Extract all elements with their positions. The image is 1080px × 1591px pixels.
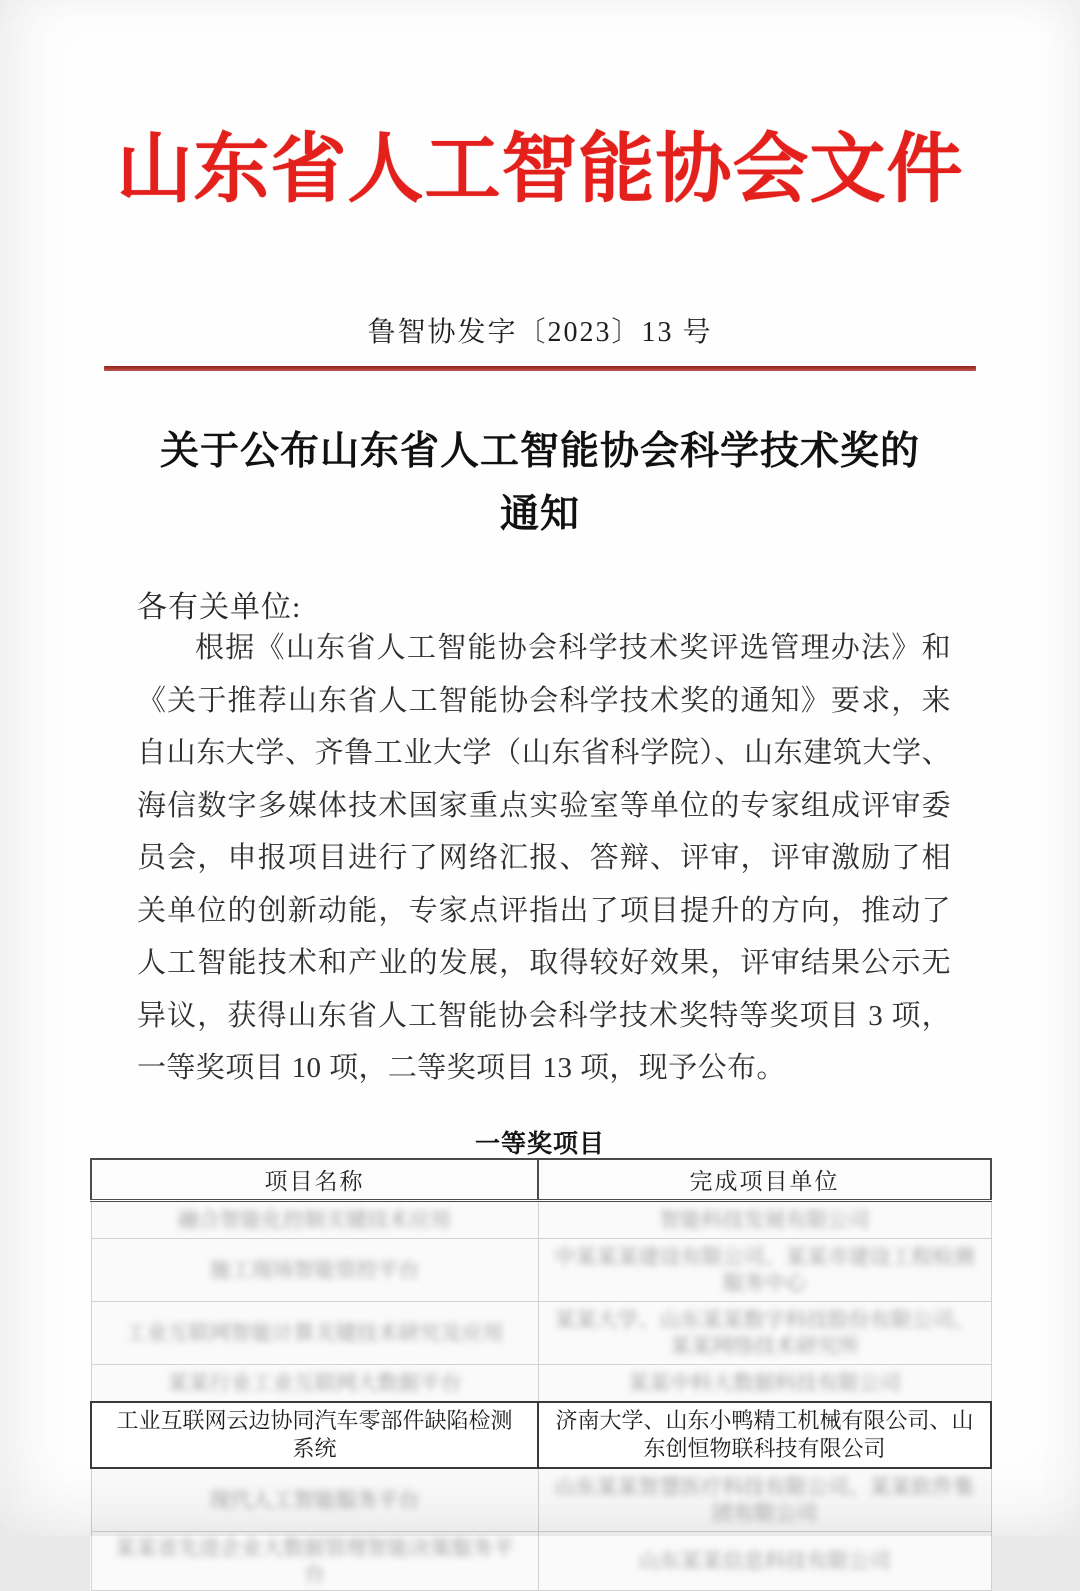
awards-table-body xyxy=(91,1201,991,1591)
project-name-cell xyxy=(91,1201,538,1239)
completing-units-cell-text: 山东某某信息科技有限公司 xyxy=(638,1549,891,1573)
completing-units-cell xyxy=(538,1302,991,1365)
notice-title-line2: 通知 xyxy=(499,493,580,536)
table-row xyxy=(91,1239,991,1302)
table-row xyxy=(91,1201,991,1239)
project-name-cell xyxy=(91,1302,538,1365)
completing-units-cell-text: 中某某某建设有限公司、某某市建设工程检测服务中心 xyxy=(554,1245,975,1295)
completing-units-cell xyxy=(538,1402,991,1468)
completing-units-cell-text: 某某大学、山东某某数字科技股份有限公司、某某网络技术研究所 xyxy=(554,1308,975,1358)
project-name-cell xyxy=(91,1365,538,1403)
table-header-row xyxy=(91,1159,991,1201)
salutation: 各有关单位: xyxy=(137,591,302,624)
completing-units-cell xyxy=(538,1468,991,1532)
column-header-project-name: 项目名称 xyxy=(91,1159,538,1201)
first-prize-section-label: 一等奖项目 xyxy=(474,1130,605,1158)
completing-units-cell-text: 某某中科大数据科技有限公司 xyxy=(628,1371,901,1395)
letterhead-title: 山东省人工智能协会文件 xyxy=(116,128,964,212)
completing-units-cell-text: 智能科技发展有限公司 xyxy=(659,1208,870,1232)
document-number: 鲁智协发字〔2023〕13 号 xyxy=(367,317,713,348)
project-name-cell xyxy=(91,1402,538,1468)
table-row xyxy=(91,1468,991,1532)
completing-units-cell xyxy=(538,1365,991,1403)
table-row xyxy=(91,1302,991,1365)
project-name-cell-text: 现代人工智能服务平台 xyxy=(209,1488,420,1512)
table-row xyxy=(91,1532,991,1591)
awards-table xyxy=(90,1158,992,1591)
project-name-cell-text: 某某省先进企业大数据管理智能决策服务平台 xyxy=(115,1536,514,1586)
completing-units-cell xyxy=(538,1532,991,1591)
notice-title xyxy=(60,420,1020,546)
table-row xyxy=(91,1365,991,1403)
project-name-cell-text: 施工现场智能管控平台 xyxy=(209,1258,420,1282)
completing-units-cell-text: 济南大学、山东小鸭精工机械有限公司、山东创恒物联科技有限公司 xyxy=(555,1408,974,1461)
column-header-completing-units: 完成项目单位 xyxy=(538,1159,991,1201)
completing-units-cell-text: 山东某某智慧医疗科技有限公司、某某软件集团有限公司 xyxy=(554,1475,975,1525)
project-name-cell-text: 工业互联网智能计算关键技术研究及应用 xyxy=(125,1321,504,1345)
completing-units-cell xyxy=(538,1201,991,1239)
notice-title-line1: 关于公布山东省人工智能协会科学技术奖的 xyxy=(159,430,920,473)
project-name-cell-text: 工业互联网云边协同汽车零部件缺陷检测系统 xyxy=(116,1408,513,1461)
red-divider-line xyxy=(104,366,976,371)
project-name-cell xyxy=(91,1239,538,1302)
body-paragraph: 根据《山东省人工智能协会科学技术奖评选管理办法》和《关于推荐山东省人工智能协会科学技术奖的通知》要求，来自山东大学、齐鲁工业大学（山东省科学院）、山东建筑大学、海信数字多媒体技术国家重点实验室等单位的专家组成评审委员会，申报项目进行了网络汇报、答辩、评审，评审激励了相关单位的创新动能，专家点评指出了项目提升的方向，推动了人工智能技术和产业的发展，取得较好效果，评审结果公示无异议，获得山东省人工智能协会科学技术奖特等奖项目 3 项，一等奖项目 10 项，二等奖项目 13 项，现予公布。 xyxy=(137,632,951,1084)
project-name-cell xyxy=(91,1532,538,1591)
completing-units-cell xyxy=(538,1239,991,1302)
project-name-cell-text: 某某行业工业互联网大数据平台 xyxy=(167,1371,462,1395)
project-name-cell-text: 融合智能化控制关键技术应用 xyxy=(178,1208,451,1232)
project-name-cell xyxy=(91,1468,538,1532)
table-row xyxy=(91,1402,991,1468)
